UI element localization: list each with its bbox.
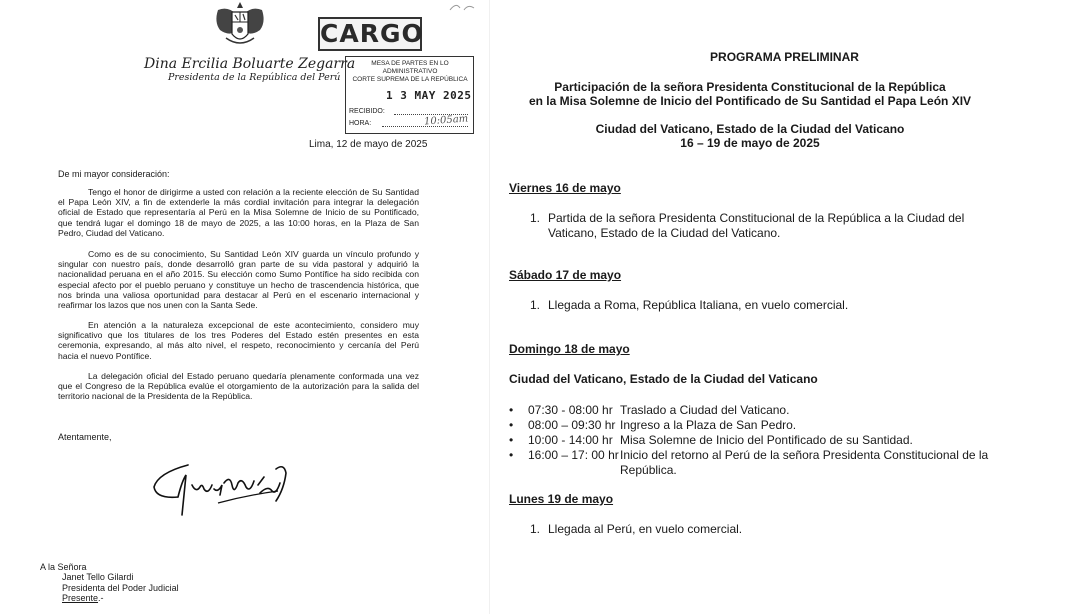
schedule-item xyxy=(509,448,999,478)
stamp-date: 1 3 MAY 2025 xyxy=(386,89,472,102)
list-item xyxy=(530,298,1000,313)
coat-of-arms-icon xyxy=(210,0,270,50)
schedule-text: Traslado a Ciudad del Vaticano. xyxy=(620,403,790,417)
letter-page xyxy=(0,0,490,614)
program-title: PROGRAMA PRELIMINAR xyxy=(710,50,859,64)
cargo-stamp: CARGO xyxy=(318,17,422,51)
pen-mark-icon xyxy=(448,0,488,14)
present-suffix: .- xyxy=(98,592,104,603)
schedule-item xyxy=(509,403,999,418)
addressee-line: A la Señora xyxy=(40,562,87,572)
program-location: Ciudad del Vaticano, Estado de la Ciudad del Vaticano xyxy=(595,122,905,136)
schedule-time: 16:00 – 17: 00 hr xyxy=(528,448,619,462)
schedule-time: 10:00 - 14:00 hr xyxy=(528,433,613,447)
sender-title: Presidenta de la República del Perú xyxy=(168,72,341,83)
item-text: Partida de la señora Presidenta Constitucional de la República a la Ciudad del Vaticano, Estado de la Ciudad del Vaticano. xyxy=(548,211,965,240)
schedule-item xyxy=(509,418,999,433)
addressee-block xyxy=(40,562,179,603)
item-number: 1. xyxy=(530,211,541,225)
addressee-role: Presidenta del Poder Judicial xyxy=(62,582,179,593)
schedule-time: 07:30 - 08:00 hr xyxy=(528,403,613,417)
list-item xyxy=(530,522,1000,537)
present-word: Presente xyxy=(62,592,99,603)
signature-icon xyxy=(148,455,298,530)
list-item xyxy=(530,211,1000,241)
item-number: 1. xyxy=(530,298,541,312)
addressee-present xyxy=(40,593,179,603)
stamp-time-label: HORA: xyxy=(349,120,372,127)
day-subheading: Ciudad del Vaticano, Estado de la Ciudad del Vaticano xyxy=(509,372,818,386)
bullet-icon: • xyxy=(509,418,514,432)
item-text: Llegada al Perú, en vuelo comercial. xyxy=(548,522,743,536)
stamp-handwritten-time: 10:05am xyxy=(423,113,469,128)
day-heading: Viernes 16 de mayo xyxy=(509,181,621,195)
bullet-icon: • xyxy=(509,403,514,417)
day-heading: Domingo 18 de mayo xyxy=(509,342,630,356)
stamp-line-2: CORTE SUPREMA DE LA REPÚBLICA xyxy=(352,76,468,83)
letter-paragraph: En atención a la naturaleza excepcional de este acontecimiento, considero muy significativo que los titulares de los tres Poderes del Estado estén presentes en esta ceremonia, expresando, al más alto nivel, el respeto, reconocimiento y cercanía del Perú hacia el nuevo Pontífice. xyxy=(58,320,419,361)
item-text: Llegada a Roma, República Italiana, en vuelo comercial. xyxy=(548,298,849,312)
day-heading: Lunes 19 de mayo xyxy=(509,492,614,506)
salutation: De mi mayor consideración: xyxy=(58,169,170,179)
place-date: Lima, 12 de mayo de 2025 xyxy=(309,139,428,150)
program-subtitle-2: en la Misa Solemne de Inicio del Pontificado de Su Santidad el Papa León XIV xyxy=(528,94,972,108)
letter-paragraph: Tengo el honor de dirigirme a usted con relación a la reciente elección de Su Santidad el Papa León XIV, a fin de extenderle la más cordial invitación para integrar la delegación oficial de Estado que representaría al Perú en la Misa Solemne de Inicio de su Pontificado, que tendrá lugar el domingo 18 de mayo de 2025, a las 10:00 horas, en la Plaza de San Pedro, Ciudad del Vaticano. xyxy=(58,187,419,238)
program-subtitle-1: Participación de la señora Presidenta Constitucional de la República xyxy=(554,80,946,94)
closing: Atentamente, xyxy=(58,432,112,442)
stamp-received-label: RECIBIDO: xyxy=(349,108,385,115)
stamp-header xyxy=(349,60,471,84)
addressee-name: Janet Tello Gilardi xyxy=(62,572,134,583)
schedule-text: Misa Solemne de Inicio del Pontificado de su Santidad. xyxy=(620,433,913,447)
day-heading: Sábado 17 de mayo xyxy=(509,268,622,282)
schedule-time: 08:00 – 09:30 hr xyxy=(528,418,616,432)
bullet-icon: • xyxy=(509,448,514,462)
letter-paragraph: Como es de su conocimiento, Su Santidad León XIV guarda un vínculo profundo y singular con nuestro país, donde desarrolló gran parte de su vida pastoral y adquirió la nacionalidad peruana en el año 2015. Su elección como Sumo Pontífice ha sido recibida con especial afecto por el pueblo peruano y constituye un hecho de trascendencia histórica, que nos brinda una valiosa oportunidad para destacar al Perú en el escenario internacional y reafirmar los lazos que nos unen con la Santa Sede. xyxy=(58,249,419,311)
reception-stamp xyxy=(345,56,474,134)
schedule-text: Ingreso a la Plaza de San Pedro. xyxy=(620,418,797,432)
item-number: 1. xyxy=(530,522,541,536)
bullet-icon: • xyxy=(509,433,514,447)
program-dates: 16 – 19 de mayo de 2025 xyxy=(680,136,820,150)
schedule-text: Inicio del retorno al Perú de la señora Presidenta Constitucional de la República. xyxy=(620,448,989,477)
program-page xyxy=(490,0,1079,614)
sender-name: Dina Ercilia Boluarte Zegarra xyxy=(144,56,356,72)
letter-paragraph: La delegación oficial del Estado peruano quedaría plenamente conformada una vez que el Congreso de la República evalúe el otorgamiento de la autorización para la salida del territorio nacional de la Presidenta de la República. xyxy=(58,371,419,402)
stamp-line-1: MESA DE PARTES EN LO ADMINISTRATIVO xyxy=(371,60,449,75)
schedule-item xyxy=(509,433,999,448)
